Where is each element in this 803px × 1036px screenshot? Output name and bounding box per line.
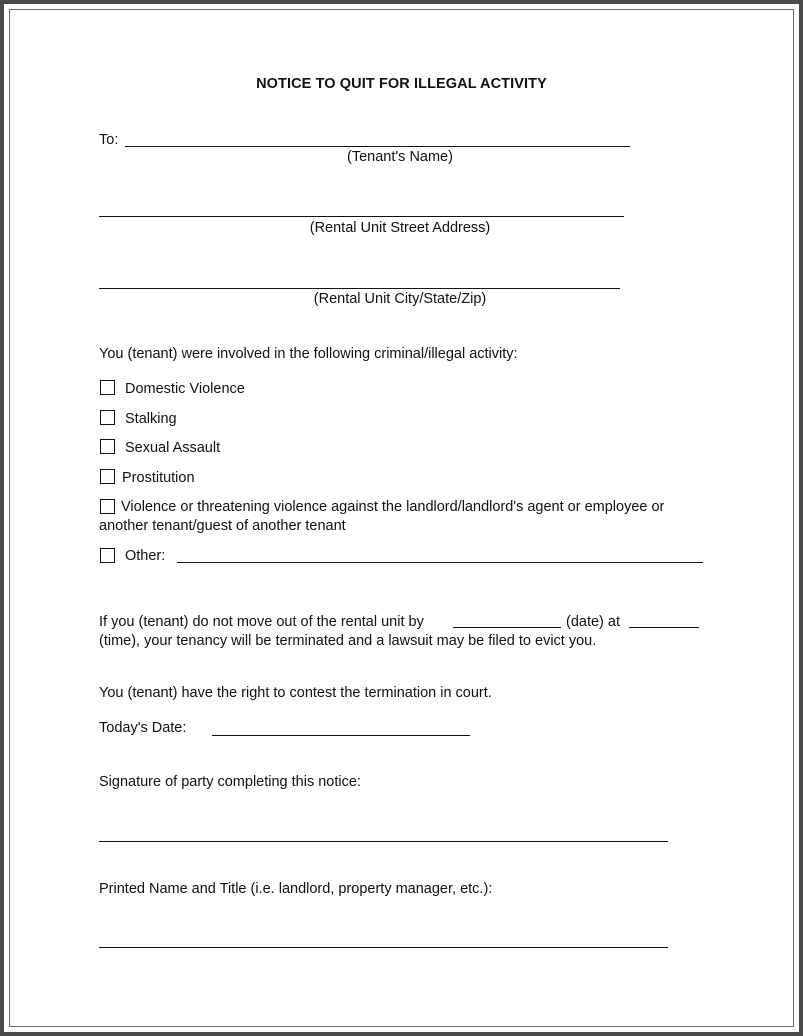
- printed-name-field[interactable]: [99, 947, 668, 948]
- to-label: To:: [99, 132, 119, 148]
- street-address-field[interactable]: [99, 216, 624, 217]
- checkbox-domestic-violence[interactable]: [100, 380, 115, 395]
- todays-date-field[interactable]: [212, 735, 470, 736]
- printed-name-label: Printed Name and Title (i.e. landlord, property manager, etc.):: [99, 881, 493, 897]
- activity-prostitution: Prostitution: [122, 470, 195, 486]
- activity-sexual-assault: Sexual Assault: [125, 440, 221, 456]
- todays-date-label: Today's Date:: [99, 720, 187, 736]
- other-activity-field[interactable]: [177, 562, 703, 563]
- activity-stalking: Stalking: [125, 411, 177, 427]
- moveout-text-part2: (time), your tenancy will be terminated and a lawsuit may be filed to evict you.: [99, 633, 597, 649]
- checkbox-violence[interactable]: [100, 499, 115, 514]
- tenant-name-caption: (Tenant's Name): [347, 149, 453, 165]
- document-title: NOTICE TO QUIT FOR ILLEGAL ACTIVITY: [256, 76, 547, 92]
- street-address-caption: (Rental Unit Street Address): [309, 220, 491, 236]
- moveout-time-field[interactable]: [629, 627, 699, 628]
- signature-field[interactable]: [99, 841, 668, 842]
- checkbox-stalking[interactable]: [100, 410, 115, 425]
- signature-label: Signature of party completing this notice:: [99, 774, 361, 790]
- activity-other-label: Other:: [125, 548, 166, 564]
- city-state-zip-caption: (Rental Unit City/State/Zip): [313, 291, 487, 307]
- moveout-text-part1: If you (tenant) do not move out of the rental unit by: [99, 614, 424, 630]
- tenant-name-field[interactable]: [125, 146, 630, 147]
- activity-intro: You (tenant) were involved in the following criminal/illegal activity:: [99, 346, 518, 362]
- checkbox-sexual-assault[interactable]: [100, 439, 115, 454]
- activity-domestic-violence: Domestic Violence: [125, 381, 245, 397]
- moveout-date-label: (date) at: [566, 614, 620, 630]
- checkbox-other[interactable]: [100, 548, 115, 563]
- contest-text: You (tenant) have the right to contest the termination in court.: [99, 685, 492, 701]
- checkbox-prostitution[interactable]: [100, 469, 115, 484]
- city-state-zip-field[interactable]: [99, 288, 620, 289]
- moveout-date-field[interactable]: [453, 627, 561, 628]
- activity-violence-line1: Violence or threatening violence against the landlord/landlord's agent or employee or: [121, 499, 665, 515]
- activity-violence-line2: another tenant/guest of another tenant: [99, 518, 346, 534]
